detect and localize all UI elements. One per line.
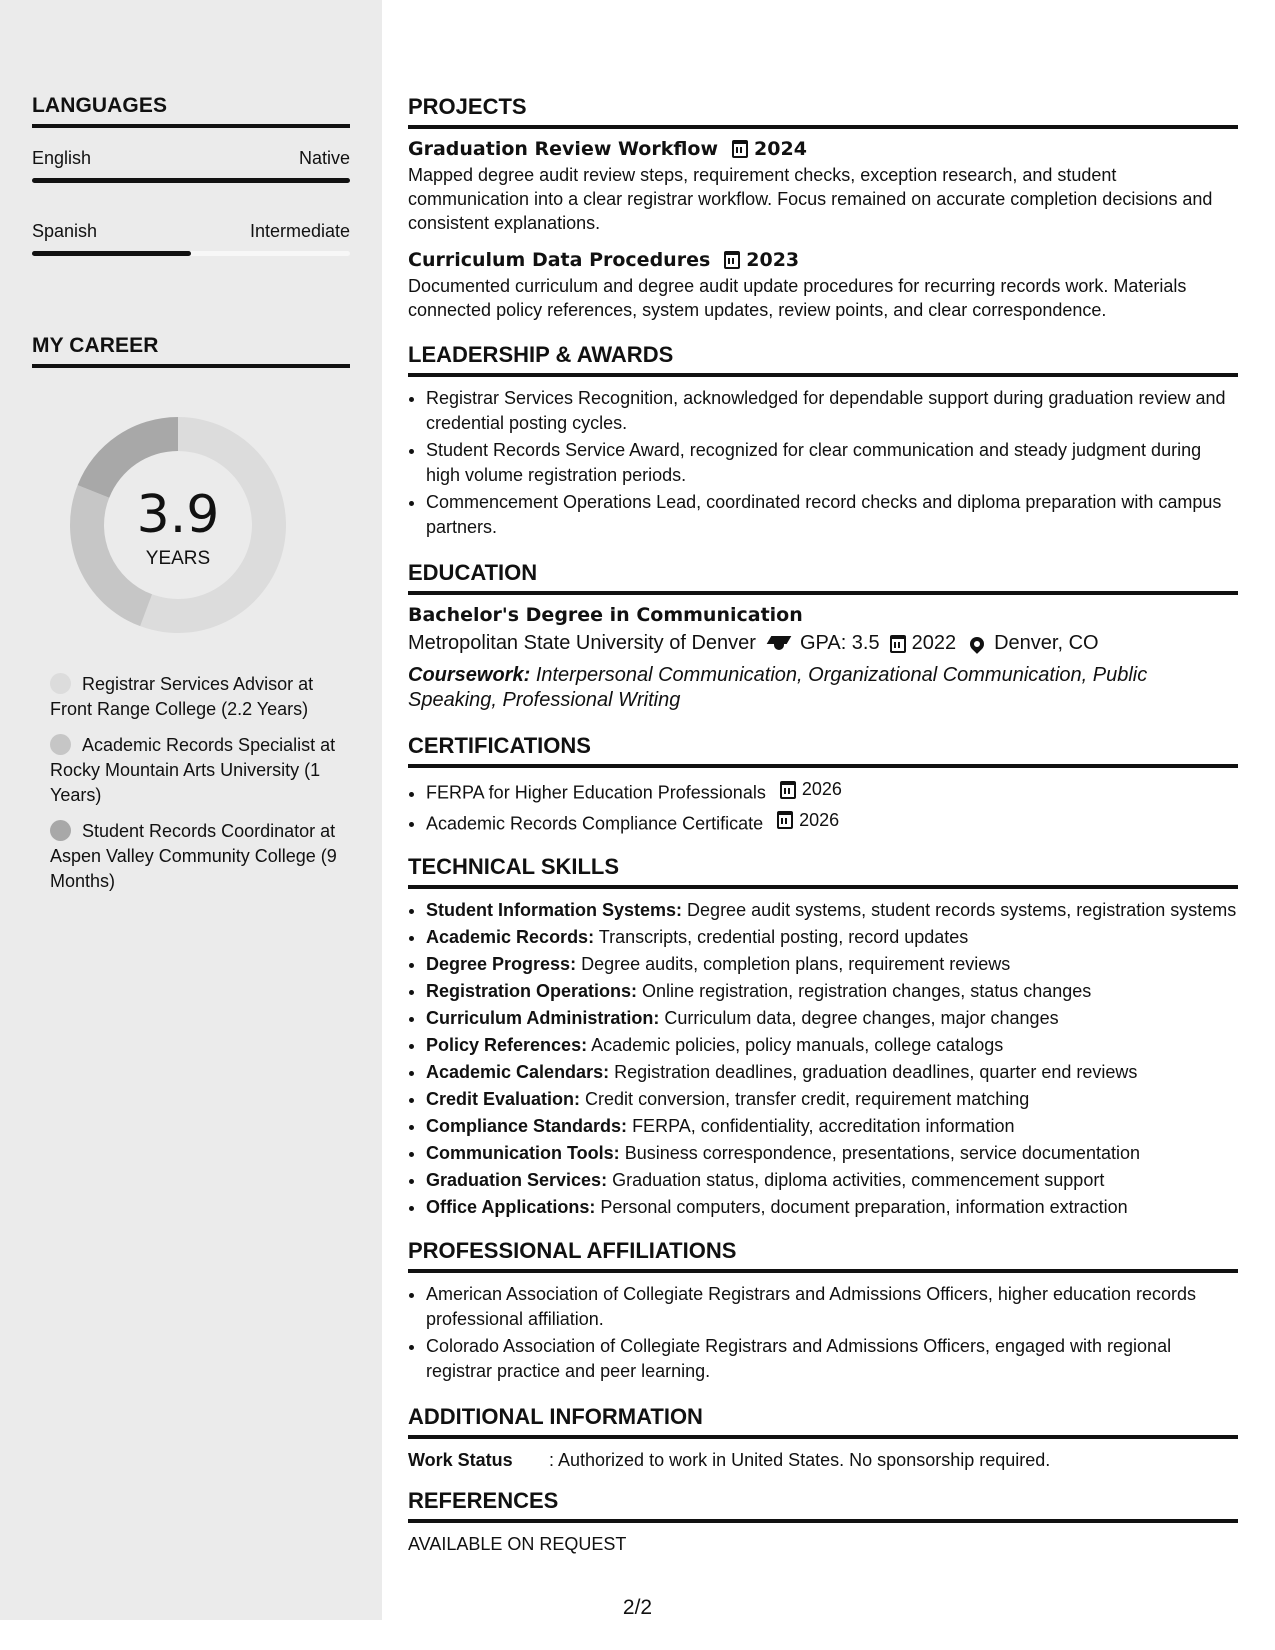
skill-label: Credit Evaluation: xyxy=(426,1089,581,1109)
certification-item xyxy=(426,777,1238,806)
project-date xyxy=(724,249,799,271)
coursework xyxy=(408,663,1238,713)
leadership-item: • Student Records Service Award, recognized for clear communication and steady judgment during high volume registration periods. xyxy=(426,438,1238,488)
education-section xyxy=(408,560,1238,713)
affiliations-section xyxy=(408,1238,1238,1384)
language-bar-fill xyxy=(32,178,350,183)
language-level: Native xyxy=(298,148,350,168)
certification-year: 2026 xyxy=(801,779,842,799)
work-status-label: Work Status xyxy=(408,1450,513,1470)
leadership-heading: LEADERSHIP & AWARDS xyxy=(408,342,1238,377)
certification-name: FERPA for Higher Education Professionals xyxy=(426,782,766,803)
references-text: AVAILABLE ON REQUEST xyxy=(408,1534,627,1554)
career-heading: MY CAREER xyxy=(32,334,350,368)
skill-value: Business correspondence, presentations, service documentation xyxy=(624,1143,1140,1163)
leadership-section xyxy=(408,342,1238,540)
main-content xyxy=(408,94,1238,1556)
project-item xyxy=(408,138,1238,235)
skill-label: Student Information Systems: xyxy=(426,900,683,920)
language-row xyxy=(32,148,350,169)
skill-item xyxy=(426,952,1238,977)
work-status-row xyxy=(408,1448,1238,1472)
additional-heading: ADDITIONAL INFORMATION xyxy=(408,1404,1238,1439)
language-name: English xyxy=(32,148,92,168)
career-item xyxy=(50,819,340,894)
project-title xyxy=(408,249,1238,271)
coursework-label: Coursework: xyxy=(408,664,531,686)
project-title xyxy=(408,138,1238,160)
projects-heading: PROJECTS xyxy=(408,94,1238,129)
skill-item xyxy=(426,898,1238,923)
career-legend-dot xyxy=(50,673,71,694)
skill-value: FERPA, confidentiality, accreditation information xyxy=(632,1116,1015,1136)
skill-item xyxy=(426,1033,1238,1058)
career-list xyxy=(50,672,340,905)
calendar-icon xyxy=(780,781,796,799)
skill-label: Curriculum Administration: xyxy=(426,1008,660,1028)
language-row xyxy=(32,221,350,242)
skill-label: Compliance Standards: xyxy=(426,1116,628,1136)
skill-value: Personal computers, document preparation, information extraction xyxy=(600,1197,1128,1217)
career-total-unit: YEARS xyxy=(145,548,211,569)
skills-list xyxy=(426,898,1238,1220)
certification-name: Academic Records Compliance Certificate xyxy=(426,813,764,833)
skill-value: Academic policies, policy manuals, college catalogs xyxy=(591,1035,1004,1055)
career-section xyxy=(32,334,350,368)
certification-date xyxy=(780,777,842,802)
education-details xyxy=(408,632,1238,655)
coursework-text: Interpersonal Communication, Organizational Communication, Public Speaking, Professional Writing xyxy=(408,664,1148,711)
certifications-heading: CERTIFICATIONS xyxy=(408,733,1238,768)
skill-label: Communication Tools: xyxy=(426,1143,620,1163)
skill-label: Degree Progress: xyxy=(426,954,577,974)
skill-value: Degree audits, completion plans, requirement reviews xyxy=(581,954,1011,974)
skill-label: Academic Records: xyxy=(426,927,595,947)
languages-section xyxy=(32,94,350,256)
skill-value: Degree audit systems, student records systems, registration systems xyxy=(687,900,1237,920)
education-heading: EDUCATION xyxy=(408,560,1238,595)
leadership-item: • Registrar Services Recognition, acknowledged for dependable support during graduation review and credential posting cycles. xyxy=(426,386,1238,436)
language-bar xyxy=(32,251,350,256)
skill-item xyxy=(426,979,1238,1004)
project-description: Mapped degree audit review steps, requirement checks, exception research, and student communication into a clear registrar workflow. Focus remained on accurate completion decisions and consistent explanations. xyxy=(408,165,1213,233)
skill-label: Office Applications: xyxy=(426,1197,596,1217)
calendar-icon xyxy=(732,140,748,158)
skill-item xyxy=(426,1087,1238,1112)
project-item xyxy=(408,249,1238,322)
affiliation-item: • American Association of Collegiate Registrars and Admissions Officers, higher education records professional affiliation. xyxy=(426,1282,1238,1332)
skill-label: Policy References: xyxy=(426,1035,588,1055)
skill-label: Graduation Services: xyxy=(426,1170,608,1190)
additional-section xyxy=(408,1404,1238,1472)
language-name: Spanish xyxy=(32,221,98,241)
graduation-cap-icon xyxy=(766,638,792,650)
leadership-item: • Commencement Operations Lead, coordinated record checks and diploma preparation with campus partners. xyxy=(426,490,1238,540)
language-level: Intermediate xyxy=(249,221,350,241)
sidebar xyxy=(0,0,382,1620)
project-name: Curriculum Data Procedures xyxy=(408,249,711,271)
calendar-icon xyxy=(777,811,793,829)
leadership-list xyxy=(426,386,1238,540)
skill-item xyxy=(426,925,1238,950)
skill-item xyxy=(426,1195,1238,1220)
project-year: 2024 xyxy=(754,138,807,160)
affiliations-heading: PROFESSIONAL AFFILIATIONS xyxy=(408,1238,1238,1273)
references-section xyxy=(408,1488,1238,1556)
career-total-value: 3.9 xyxy=(136,485,220,545)
certifications-section xyxy=(408,733,1238,836)
degree-title: Bachelor's Degree in Communication xyxy=(408,604,803,626)
skill-item xyxy=(426,1141,1238,1166)
education-year: 2022 xyxy=(911,632,957,654)
location-pin-icon xyxy=(967,634,987,654)
page-number: 2/2 xyxy=(622,1596,653,1619)
career-item-text: Registrar Services Advisor at Front Range College (2.2 Years) xyxy=(50,674,314,719)
calendar-icon xyxy=(890,635,906,653)
skill-value: Registration deadlines, graduation deadlines, quarter end reviews xyxy=(614,1062,1138,1082)
career-item-text: Academic Records Specialist at Rocky Mountain Arts University (1 Years) xyxy=(50,735,336,805)
skill-item xyxy=(426,1060,1238,1085)
career-legend-dot xyxy=(50,734,71,755)
career-item xyxy=(50,733,340,808)
career-item xyxy=(50,672,340,722)
certification-year: 2026 xyxy=(799,809,840,830)
language-bar xyxy=(32,178,350,183)
education-location: Denver, CO xyxy=(994,632,1099,654)
skill-item xyxy=(426,1114,1238,1139)
skill-value: Credit conversion, transfer credit, requirement matching xyxy=(585,1089,1030,1109)
gpa: GPA: 3.5 xyxy=(799,632,880,654)
project-date xyxy=(732,138,807,160)
certification-item xyxy=(426,808,1238,837)
certification-date xyxy=(777,808,839,833)
career-legend-dot xyxy=(50,820,71,841)
skill-item xyxy=(426,1006,1238,1031)
languages-heading: LANGUAGES xyxy=(32,94,350,128)
affiliation-item: • Colorado Association of Collegiate Registrars and Admissions Officers, engaged with regional registrar practice and peer learning. xyxy=(426,1334,1238,1384)
projects-list xyxy=(408,138,1238,322)
career-item-text: Student Records Coordinator at Aspen Valley Community College (9 Months) xyxy=(50,821,337,891)
skill-item xyxy=(426,1168,1238,1193)
certifications-list xyxy=(426,777,1238,836)
skills-section xyxy=(408,854,1238,1220)
skill-value: Graduation status, diploma activities, commencement support xyxy=(612,1170,1105,1190)
languages-list xyxy=(32,148,350,256)
projects-section xyxy=(408,94,1238,322)
skill-value: Curriculum data, degree changes, major changes xyxy=(664,1008,1059,1028)
skill-value: Online registration, registration changes, status changes xyxy=(642,981,1092,1001)
project-year: 2023 xyxy=(746,249,800,271)
project-name: Graduation Review Workflow xyxy=(408,138,719,160)
work-status-value: : Authorized to work in United States. No sponsorship required. xyxy=(549,1450,1051,1470)
skill-label: Academic Calendars: xyxy=(426,1062,610,1082)
references-heading: REFERENCES xyxy=(408,1488,1238,1523)
skills-heading: TECHNICAL SKILLS xyxy=(408,854,1238,889)
project-description: Documented curriculum and degree audit update procedures for recurring records work. Materials connected policy references, system updates, review points, and clear correspondence. xyxy=(408,276,1187,320)
skill-value: Transcripts, credential posting, record updates xyxy=(598,927,969,947)
school-name: Metropolitan State University of Denver xyxy=(408,632,756,654)
calendar-icon xyxy=(724,251,740,269)
career-donut-chart xyxy=(66,413,290,637)
affiliations-list xyxy=(426,1282,1238,1384)
skill-label: Registration Operations: xyxy=(426,981,638,1001)
language-bar-fill xyxy=(32,251,191,256)
